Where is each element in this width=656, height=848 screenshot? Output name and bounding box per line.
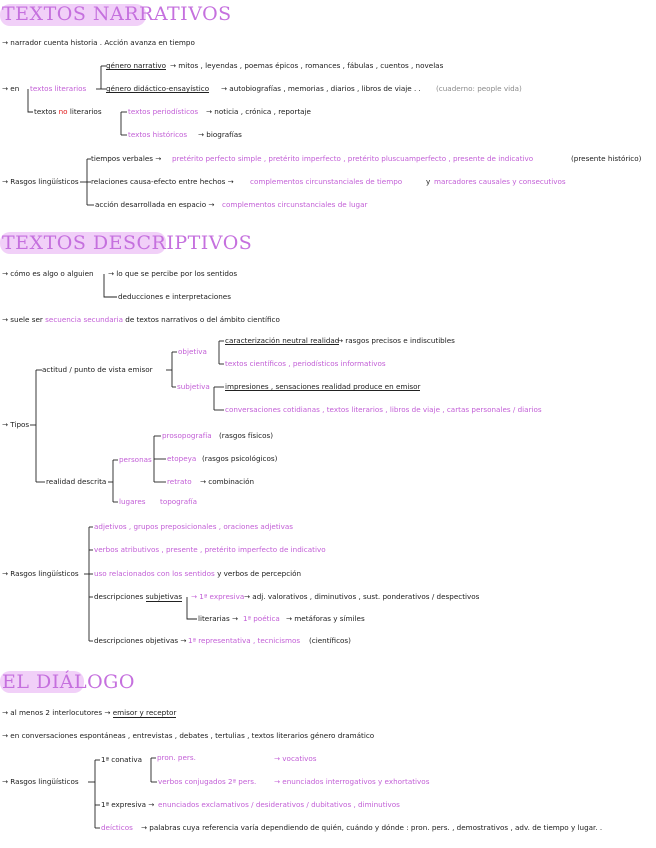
accion-espacio: acción desarrollada en espacio → (95, 200, 215, 209)
no-label: no (58, 107, 68, 116)
prosopografia-note: (rasgos físicos) (219, 431, 274, 440)
conativa: 1ª conativa (101, 755, 143, 764)
literarias-examples: → metáforas y símiles (286, 614, 365, 623)
rasgo-3-b: y verbos de percepción (217, 569, 302, 578)
topografia: topografía (160, 497, 198, 506)
subjetiva: subjetiva (177, 382, 210, 391)
tiempos-verbales: tiempos verbales → (91, 154, 162, 163)
como-es: → cómo es algo o alguien (2, 269, 94, 278)
descripciones-label: descripciones (94, 592, 144, 601)
actitud-emisor: actitud / punto de vista emisor (42, 365, 153, 374)
dialogo-line-2: → en conversaciones espontáneas , entrevistas , debates , tertulias , textos literarios género dramático (2, 731, 375, 740)
pron-pers: pron. pers. (157, 753, 196, 762)
objetivas-note: (científicos) (309, 636, 351, 645)
relaciones-examples: complementos circunstanciales de tiempo (250, 177, 403, 186)
section-title-narrativos: TEXTOS NARRATIVOS (2, 3, 232, 25)
lugares: lugares (119, 497, 146, 506)
secuencia-secundaria: secuencia secundaria (45, 315, 123, 324)
tipos: → Tipos (2, 420, 30, 429)
accion-espacio-examples: complementos circunstanciales de lugar (222, 200, 368, 209)
relaciones-y: y (426, 177, 431, 186)
deicticos-examples: → palabras cuya referencia varía dependiendo de quién, cuándo y dónde : pron. pers. , demostrativos , adv. de tiempo y lugar. . (141, 823, 603, 832)
narrativos-en: → en (2, 84, 20, 93)
deducciones: deducciones e interpretaciones (118, 292, 231, 301)
subjetivas-expresiva-examples: → adj. valorativos , diminutivos , sust. ponderativos / despectivos (244, 592, 480, 601)
retrato: retrato (167, 477, 192, 486)
personas: personas (119, 455, 152, 464)
retrato-note: → combinación (200, 477, 255, 486)
literarias: literarias → (198, 614, 239, 623)
genero-narrativo: género narrativo (106, 61, 167, 70)
relaciones-causa-efecto: relaciones causa-efecto entre hechos → (91, 177, 234, 186)
dialogo-line-1-b: emisor y receptor (112, 708, 177, 717)
dialogo-rasgos: → Rasgos lingüísticos (2, 777, 79, 786)
deicticos: deícticos (101, 823, 133, 832)
realidad-descrita: realidad descrita (46, 477, 107, 486)
descriptivos-rasgos: → Rasgos lingüísticos (2, 569, 79, 578)
textos-label: textos (34, 107, 57, 116)
genero-didactico-examples: → autobiografías , memorias , diarios , libros de viaje . . (221, 84, 421, 93)
lo-que-se-percibe: → lo que se percibe por los sentidos (108, 269, 238, 278)
textos-historicos: textos históricos (128, 130, 188, 139)
genero-didactico: género didáctico-ensayístico (106, 84, 210, 93)
caracterizacion-neutral: caracterización neutral realidad (225, 336, 340, 345)
suele-label: → suele ser (2, 315, 43, 324)
tiempos-verbales-examples: pretérito perfecto simple , pretérito imperfecto , pretérito pluscuamperfecto , presente de indicativo (172, 154, 534, 163)
dialogo-line-1-a: → al menos 2 interlocutores → (2, 708, 111, 717)
rasgo-1: adjetivos , grupos preposicionales , oraciones adjetivas (94, 522, 294, 531)
conversaciones-cotidianas: conversaciones cotidianas , textos literarios , libros de viaje , cartas personales / diarios (225, 405, 542, 414)
literarias-poetica: 1ª poética (243, 614, 280, 623)
genero-didactico-note: (cuaderno: people vida) (436, 84, 522, 93)
caracterizacion-examples: → rasgos precisos e indiscutibles (337, 336, 455, 345)
tiempos-verbales-note: (presente histórico) (571, 154, 642, 163)
textos-historicos-examples: → biografías (198, 130, 242, 139)
subjetivas-expresiva: → 1ª expresiva (191, 592, 245, 601)
expresiva: 1ª expresiva → (101, 800, 155, 809)
objetiva: objetiva (178, 347, 207, 356)
verbos-2-pers-examples: → enunciados interrogativos y exhortativos (274, 777, 430, 786)
relaciones-examples-2: marcadores causales y consecutivos (434, 177, 566, 186)
textos-periodisticos: textos periodísticos (128, 107, 199, 116)
pron-pers-examples: → vocativos (274, 754, 317, 763)
prosopografia: prosopografía (162, 431, 212, 440)
rasgo-3-a: uso relacionados con los sentidos (94, 569, 215, 578)
descripciones-objetivas: descripciones objetivas → (94, 636, 187, 645)
rasgo-2: verbos atributivos , presente , pretérito imperfecto de indicativo (94, 545, 326, 554)
narrativos-line-1: → narrador cuenta historia . Acción avanza en tiempo (2, 38, 195, 47)
section-title-dialogo: EL DIÁLOGO (2, 671, 135, 693)
impresiones: impresiones , sensaciones realidad produce en emisor (225, 382, 421, 391)
verbos-2-pers: verbos conjugados 2ª pers. (158, 777, 257, 786)
etopeya: etopeya (167, 454, 197, 463)
section-title-descriptivos: TEXTOS DESCRIPTIVOS (2, 232, 253, 254)
textos-periodisticos-examples: → noticia , crónica , reportaje (206, 107, 311, 116)
textos-cientificos: textos científicos , periodísticos informativos (225, 359, 386, 368)
textos-literarios: textos literarios (30, 84, 87, 93)
etopeya-note: (rasgos psicológicos) (202, 454, 278, 463)
literarios-label: literarios (69, 107, 102, 116)
subjetivas-label: subjetivas (145, 592, 183, 601)
objetivas-representativa: 1ª representativa , tecnicismos (188, 636, 301, 645)
genero-narrativo-examples: → mitos , leyendas , poemas épicos , romances , fábulas , cuentos , novelas (170, 61, 444, 70)
narrativos-rasgos: → Rasgos lingüísticos (2, 177, 79, 186)
expresiva-examples: enunciados exclamativos / desiderativos / dubitativos , diminutivos (158, 800, 400, 809)
suele-rest: de textos narrativos o del ámbito científico (125, 315, 280, 324)
